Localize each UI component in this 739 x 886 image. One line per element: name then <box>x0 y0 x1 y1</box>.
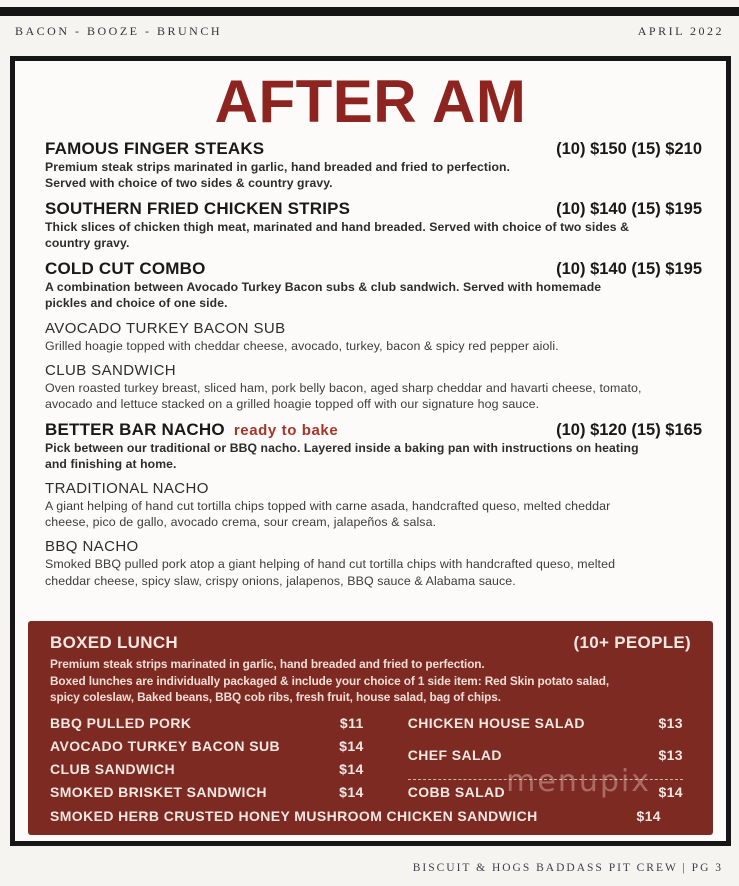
boxed-item-name: SMOKED HERB CRUSTED HONEY MUSHROOM CHICKEN SANDWICH <box>50 808 538 824</box>
subitem-description-line: cheese, pico de gallo, avocado crema, sour cream, jalapeños & salsa. <box>45 515 437 530</box>
boxed-item-name: CHEF SALAD <box>407 747 502 763</box>
boxed-item-name: COBB SALAD <box>407 784 506 800</box>
boxed-item-price: $14 <box>339 738 364 754</box>
item-description-line: country gravy. <box>45 236 130 251</box>
subitem-name: BBQ NACHO <box>45 538 139 556</box>
boxed-lunch-right-column <box>390 715 691 800</box>
boxed-lunch-capacity: (10+ PEOPLE) <box>573 633 691 653</box>
menu-subitem-avocado-turkey-bacon-sub <box>45 320 702 354</box>
boxed-lunch-panel <box>28 621 713 835</box>
subitem-name: TRADITIONAL NACHO <box>45 480 209 498</box>
menu-frame <box>10 56 731 846</box>
boxed-item-name: CHICKEN HOUSE SALAD <box>407 715 585 731</box>
menu-subitem-club-sandwich <box>45 362 702 412</box>
boxed-item-club-sandwich <box>50 761 364 777</box>
boxed-item-price: $11 <box>339 715 364 731</box>
item-description-line: Pick between our traditional or BBQ nacho. Layered inside a baking pan with instructions on heating <box>45 440 639 455</box>
item-name: FAMOUS FINGER STEAKS <box>45 139 265 158</box>
boxed-item-price: $14 <box>339 761 364 777</box>
menu-item-famous-finger-steaks <box>45 139 702 191</box>
masthead-tagline: BACON - BOOZE - BRUNCH <box>15 24 223 38</box>
page-title: AFTER AM <box>214 68 527 135</box>
boxed-item-smoked-herb-chicken-sandwich <box>50 808 691 824</box>
boxed-item-bbq-pulled-pork <box>50 715 364 731</box>
subitem-description-line: Smoked BBQ pulled pork atop a giant helping of hand cut tortilla chips with handcrafted queso, melted <box>45 557 616 572</box>
item-tag-ready-to-bake: ready to bake <box>233 421 339 439</box>
item-name: SOUTHERN FRIED CHICKEN STRIPS <box>45 199 351 219</box>
boxed-item-avocado-turkey-bacon-sub <box>50 738 364 754</box>
menu-items <box>15 137 726 597</box>
boxed-lunch-header <box>50 633 691 653</box>
page-footer: BISCUIT & HOGS BADDASS PIT CREW | PG 3 <box>412 862 723 874</box>
item-description-line: Thick slices of chicken thigh meat, marinated and hand breaded. Served with choice of two sides & <box>45 220 630 235</box>
item-price: (10) $120 (15) $165 <box>556 420 702 439</box>
menu-subitem-bbq-nacho <box>45 538 702 588</box>
item-name: COLD CUT COMBO <box>45 259 206 279</box>
boxed-item-price: $13 <box>658 747 683 763</box>
subitem-description-line: Grilled hoagie topped with cheddar cheese, avocado, turkey, bacon & spicy red pepper aioli. <box>45 338 559 353</box>
boxed-item-name: CLUB SANDWICH <box>50 761 175 777</box>
item-header <box>45 199 702 219</box>
boxed-item-name: AVOCADO TURKEY BACON SUB <box>50 738 280 754</box>
menu-item-cold-cut-combo <box>45 259 702 311</box>
boxed-lunch-description-line: Premium steak strips marinated in garlic, hand breaded and fried to perfection. <box>50 657 485 672</box>
boxed-lunch-description-line: Boxed lunches are individually packaged & include your choice of 1 side item: Red Skin potato salad, <box>50 673 610 688</box>
boxed-item-chicken-house-salad <box>408 715 683 731</box>
top-divider-bar <box>0 7 739 16</box>
item-description-line: A combination between Avocado Turkey Bacon subs & club sandwich. Served with homemade <box>45 280 602 295</box>
boxed-item-name: SMOKED BRISKET SANDWICH <box>50 784 267 800</box>
subitem-description-line: Oven roasted turkey breast, sliced ham, pork belly bacon, aged sharp cheddar and havarti cheese, tomato, <box>45 380 642 395</box>
masthead <box>15 24 724 39</box>
boxed-item-price: $14 <box>658 784 683 800</box>
boxed-item-cobb-salad <box>408 779 683 800</box>
subitem-name: CLUB SANDWICH <box>45 361 177 379</box>
boxed-lunch-left-column <box>50 715 390 800</box>
subitem-description-line: cheddar cheese, spicy slaw, crispy onions, jalapenos, BBQ sauce & Alabama sauce. <box>45 573 516 588</box>
item-name: BETTER BAR NACHO <box>45 419 225 439</box>
boxed-lunch-title: BOXED LUNCH <box>50 633 178 653</box>
subitem-description-line: avocado and lettuce stacked on a grilled hoagie topped off with our signature hog sauce. <box>45 396 540 411</box>
menu-subitem-traditional-nacho <box>45 480 702 530</box>
boxed-item-price: $14 <box>339 784 364 800</box>
item-description-line: Premium steak strips marinated in garlic, hand breaded and fried to perfection. <box>45 160 511 174</box>
item-description-line: pickles and choice of one side. <box>45 296 228 311</box>
boxed-item-name: BBQ PULLED PORK <box>50 715 192 731</box>
masthead-date: APRIL 2022 <box>637 24 724 38</box>
item-price: (10) $140 (15) $195 <box>556 260 702 279</box>
item-header <box>45 259 702 279</box>
boxed-item-price: $14 <box>636 808 661 824</box>
boxed-item-chef-salad <box>408 747 683 763</box>
boxed-item-smoked-brisket-sandwich <box>50 784 364 800</box>
menu-item-southern-fried-chicken-strips <box>45 199 702 251</box>
item-price: (10) $140 (15) $195 <box>556 200 702 219</box>
boxed-lunch-description-line: spicy coleslaw, Baked beans, BBQ cob ribs, fresh fruit, house salad, bag of chips. <box>50 690 501 705</box>
boxed-lunch-columns <box>50 715 691 800</box>
subitem-description-line: A giant helping of hand cut tortilla chips topped with carne asada, handcrafted queso, melted cheddar <box>45 499 611 514</box>
item-description-line: and finishing at home. <box>45 457 177 472</box>
menu-item-better-bar-nacho <box>45 420 702 472</box>
subitem-name: AVOCADO TURKEY BACON SUB <box>45 319 286 337</box>
item-description-line: Served with choice of two sides & country gravy. <box>45 176 333 191</box>
item-header <box>45 139 702 159</box>
boxed-item-price: $13 <box>658 715 683 731</box>
item-header <box>45 420 702 440</box>
item-name-group <box>45 420 338 440</box>
item-price: (10) $150 (15) $210 <box>556 140 702 158</box>
menupix-watermark: menupix <box>506 764 651 799</box>
